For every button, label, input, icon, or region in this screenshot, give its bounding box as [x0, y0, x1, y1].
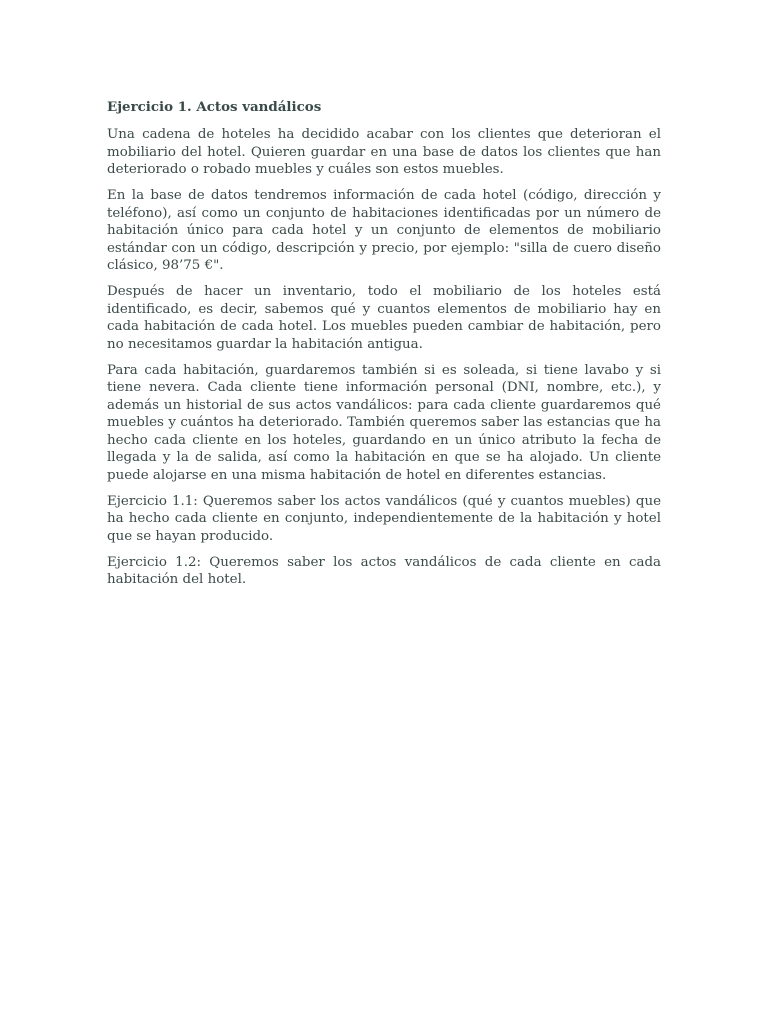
paragraph-intro: Una cadena de hoteles ha decidido acabar con los clientes que deterioran el mobiliario del hotel. Quieren guardar en una base de datos los clientes que han deteriorado o robado muebles y cuáles son estos muebles.: [107, 127, 661, 177]
paragraph-database: En la base de datos tendremos información de cada hotel (código, dirección y teléfono), así como un conjunto de habitaciones identificadas por un número de habitación único para cada hotel y un conjunto de elementos de mobiliario estándar con un código, descripción y precio, por ejemplo: "silla de cuero diseño clásico, 98’75 €".: [107, 188, 661, 273]
paragraph-inventory: Después de hacer un inventario, todo el mobiliario de los hoteles está identificado, es decir, sabemos qué y cuantos elementos de mobiliario hay en cada habitación de cada hotel. Los muebles pueden cambiar de habitación, pero no necesitamos guardar la habitación antigua.: [107, 284, 661, 352]
paragraph-rooms-clients: Para cada habitación, guardaremos también si es soleada, si tiene lavabo y si tiene nevera. Cada cliente tiene información personal (DNI, nombre, etc.), y además un historial de sus actos vandálicos: para cada cliente guardaremos qué muebles y cuántos ha deteriorado. También queremos saber las estancias que ha hecho cada cliente en los hoteles, guardando en un único atributo la fecha de llegada y la de salida, así como la habitación en que se ha alojado. Un cliente puede alojarse en una misma habitación de hotel en diferentes estancias.: [107, 362, 661, 483]
paragraph-exercise-1-2: Ejercicio 1.2: Queremos saber los actos vandálicos de cada cliente en cada habitación del hotel.: [107, 554, 661, 587]
paragraph-exercise-1-1: Ejercicio 1.1: Queremos saber los actos vandálicos (qué y cuantos muebles) que ha hecho cada cliente en conjunto, independientemente de la habitación y hotel que se hayan producido.: [107, 493, 661, 544]
document-page: [107, 97, 661, 597]
exercise-title: Ejercicio 1. Actos vandálicos: [107, 99, 322, 115]
